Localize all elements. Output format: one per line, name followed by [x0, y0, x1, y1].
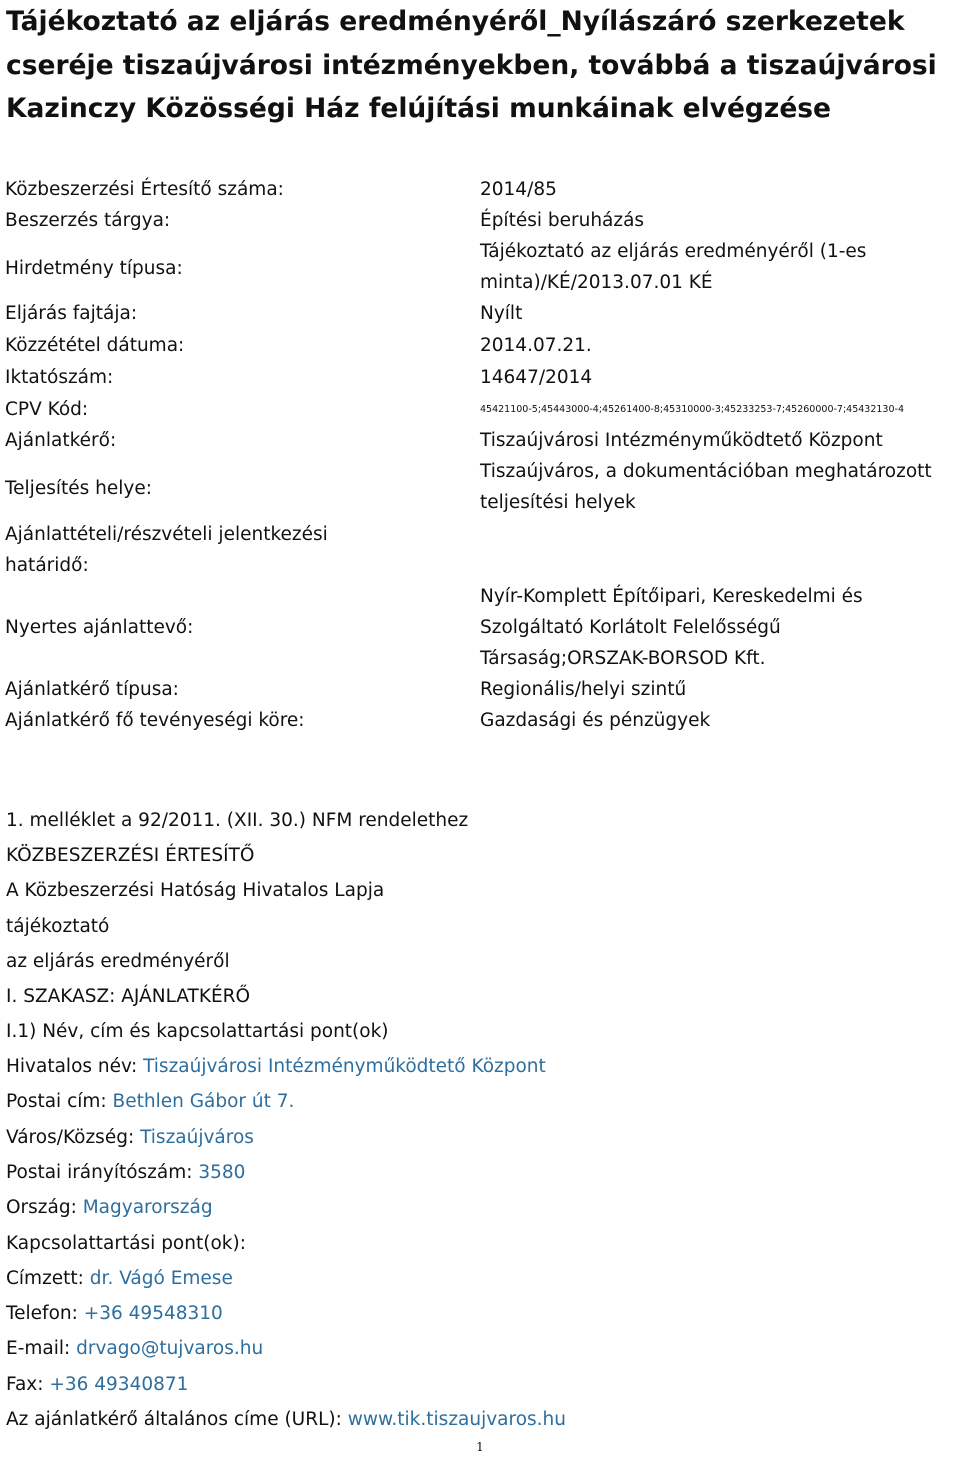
email-line — [6, 1331, 263, 1366]
postal-code-value: 3580 — [198, 1162, 246, 1183]
meta-label: CPV Kód: — [5, 399, 89, 420]
meta-label: Ajánlatkérő típusa: — [5, 679, 179, 700]
url-line — [6, 1402, 566, 1437]
addressee-line — [6, 1261, 233, 1296]
postal-code-line — [6, 1155, 245, 1190]
meta-value: Tájékoztató az eljárás eredményéről (1-es minta)/KÉ/2013.07.01 KÉ — [480, 241, 867, 293]
phone-label: Telefon: — [6, 1303, 84, 1324]
meta-label: Közzététel dátuma: — [5, 335, 185, 356]
meta-label: Ajánlatkérő fő tevényeségi köre: — [5, 710, 305, 731]
postal-address-label: Postai cím: — [6, 1091, 113, 1112]
country-label: Ország: — [6, 1197, 83, 1218]
meta-value: 45421100-5;45443000-4;45261400-8;45310000-3;45233253-7;45260000-7;45432130-4 — [480, 404, 904, 415]
official-name-label: Hivatalos név: — [6, 1056, 144, 1077]
meta-value: Építési beruházás — [480, 210, 645, 231]
city-line — [6, 1120, 254, 1155]
country-value: Magyarország — [82, 1197, 213, 1218]
addressee-value: dr. Vágó Emese — [89, 1268, 233, 1289]
phone-value: +36 49548310 — [83, 1303, 223, 1324]
doc-type-line: tájékoztató — [6, 916, 110, 937]
postal-address-line — [6, 1084, 294, 1119]
url-link[interactable]: www.tik.tiszaujvaros.hu — [347, 1409, 566, 1430]
subsection-heading: I.1) Név, cím és kapcsolattartási pont(ok) — [6, 1021, 389, 1042]
meta-value: Tiszaújváros, a dokumentációban meghatározott teljesítési helyek — [480, 461, 932, 513]
url-label: Az ajánlatkérő általános címe (URL): — [6, 1409, 348, 1430]
city-label: Város/Község: — [6, 1127, 141, 1148]
meta-value: 14647/2014 — [480, 367, 593, 388]
postal-address-value: Bethlen Gábor út 7. — [112, 1091, 295, 1112]
meta-label: Hirdetmény típusa: — [5, 258, 183, 279]
email-label: E-mail: — [6, 1338, 77, 1359]
section-heading: I. SZAKASZ: AJÁNLATKÉRŐ — [6, 986, 251, 1007]
doc-subject-line: az eljárás eredményéről — [6, 951, 230, 972]
meta-label: Közbeszerzési Értesítő száma: — [5, 179, 284, 200]
meta-value: Gazdasági és pénzügyek — [480, 710, 711, 731]
addressee-label: Címzett: — [6, 1268, 90, 1289]
city-value: Tiszaújváros — [140, 1127, 254, 1148]
meta-value: Tiszaújvárosi Intézményműködtető Központ — [480, 430, 883, 451]
country-line — [6, 1190, 213, 1225]
page-number: 1 — [476, 1440, 484, 1454]
document-title: Tájékoztató az eljárás eredményéről_Nyílászáró szerkezetek cseréje tiszaújvárosi intézményekben, továbbá a tiszaújvárosi Kazinczy Közösségi Ház felújítási munkáinak elvégzése — [6, 6, 937, 124]
contact-points-line: Kapcsolattartási pont(ok): — [6, 1233, 246, 1254]
meta-label: Iktatószám: — [5, 367, 114, 388]
official-name-value: Tiszaújvárosi Intézményműködtető Központ — [143, 1056, 546, 1077]
meta-label: Ajánlattételi/részvételi jelentkezési határidő: — [5, 524, 328, 576]
meta-label: Nyertes ajánlattevő: — [5, 617, 194, 638]
meta-label: Teljesítés helye: — [5, 478, 152, 499]
meta-value: 2014/85 — [480, 179, 557, 200]
meta-value: Nyír-Komplett Építőipari, Kereskedelmi és Szolgáltató Korlátolt Felelősségű Társaság;ORSZAK-BORSOD Kft. — [480, 586, 863, 669]
phone-line — [6, 1296, 223, 1331]
meta-value: Nyílt — [480, 303, 523, 324]
fax-line — [6, 1367, 188, 1402]
authority-line: A Közbeszerzési Hatóság Hivatalos Lapja — [6, 880, 385, 901]
annex-line: 1. melléklet a 92/2011. (XII. 30.) NFM rendelethez — [6, 810, 469, 831]
email-link[interactable]: drvago@tujvaros.hu — [76, 1338, 264, 1359]
meta-value: 2014.07.21. — [480, 335, 592, 356]
meta-label: Ajánlatkérő: — [5, 430, 117, 451]
meta-label: Eljárás fajtája: — [5, 303, 138, 324]
journal-name: KÖZBESZERZÉSI ÉRTESÍTŐ — [6, 845, 255, 866]
meta-label: Beszerzés tárgya: — [5, 210, 171, 231]
fax-value: +36 49340871 — [49, 1374, 189, 1395]
postal-code-label: Postai irányítószám: — [6, 1162, 199, 1183]
meta-value: Regionális/helyi szintű — [480, 679, 687, 700]
official-name-line — [6, 1049, 546, 1084]
fax-label: Fax: — [6, 1374, 50, 1395]
